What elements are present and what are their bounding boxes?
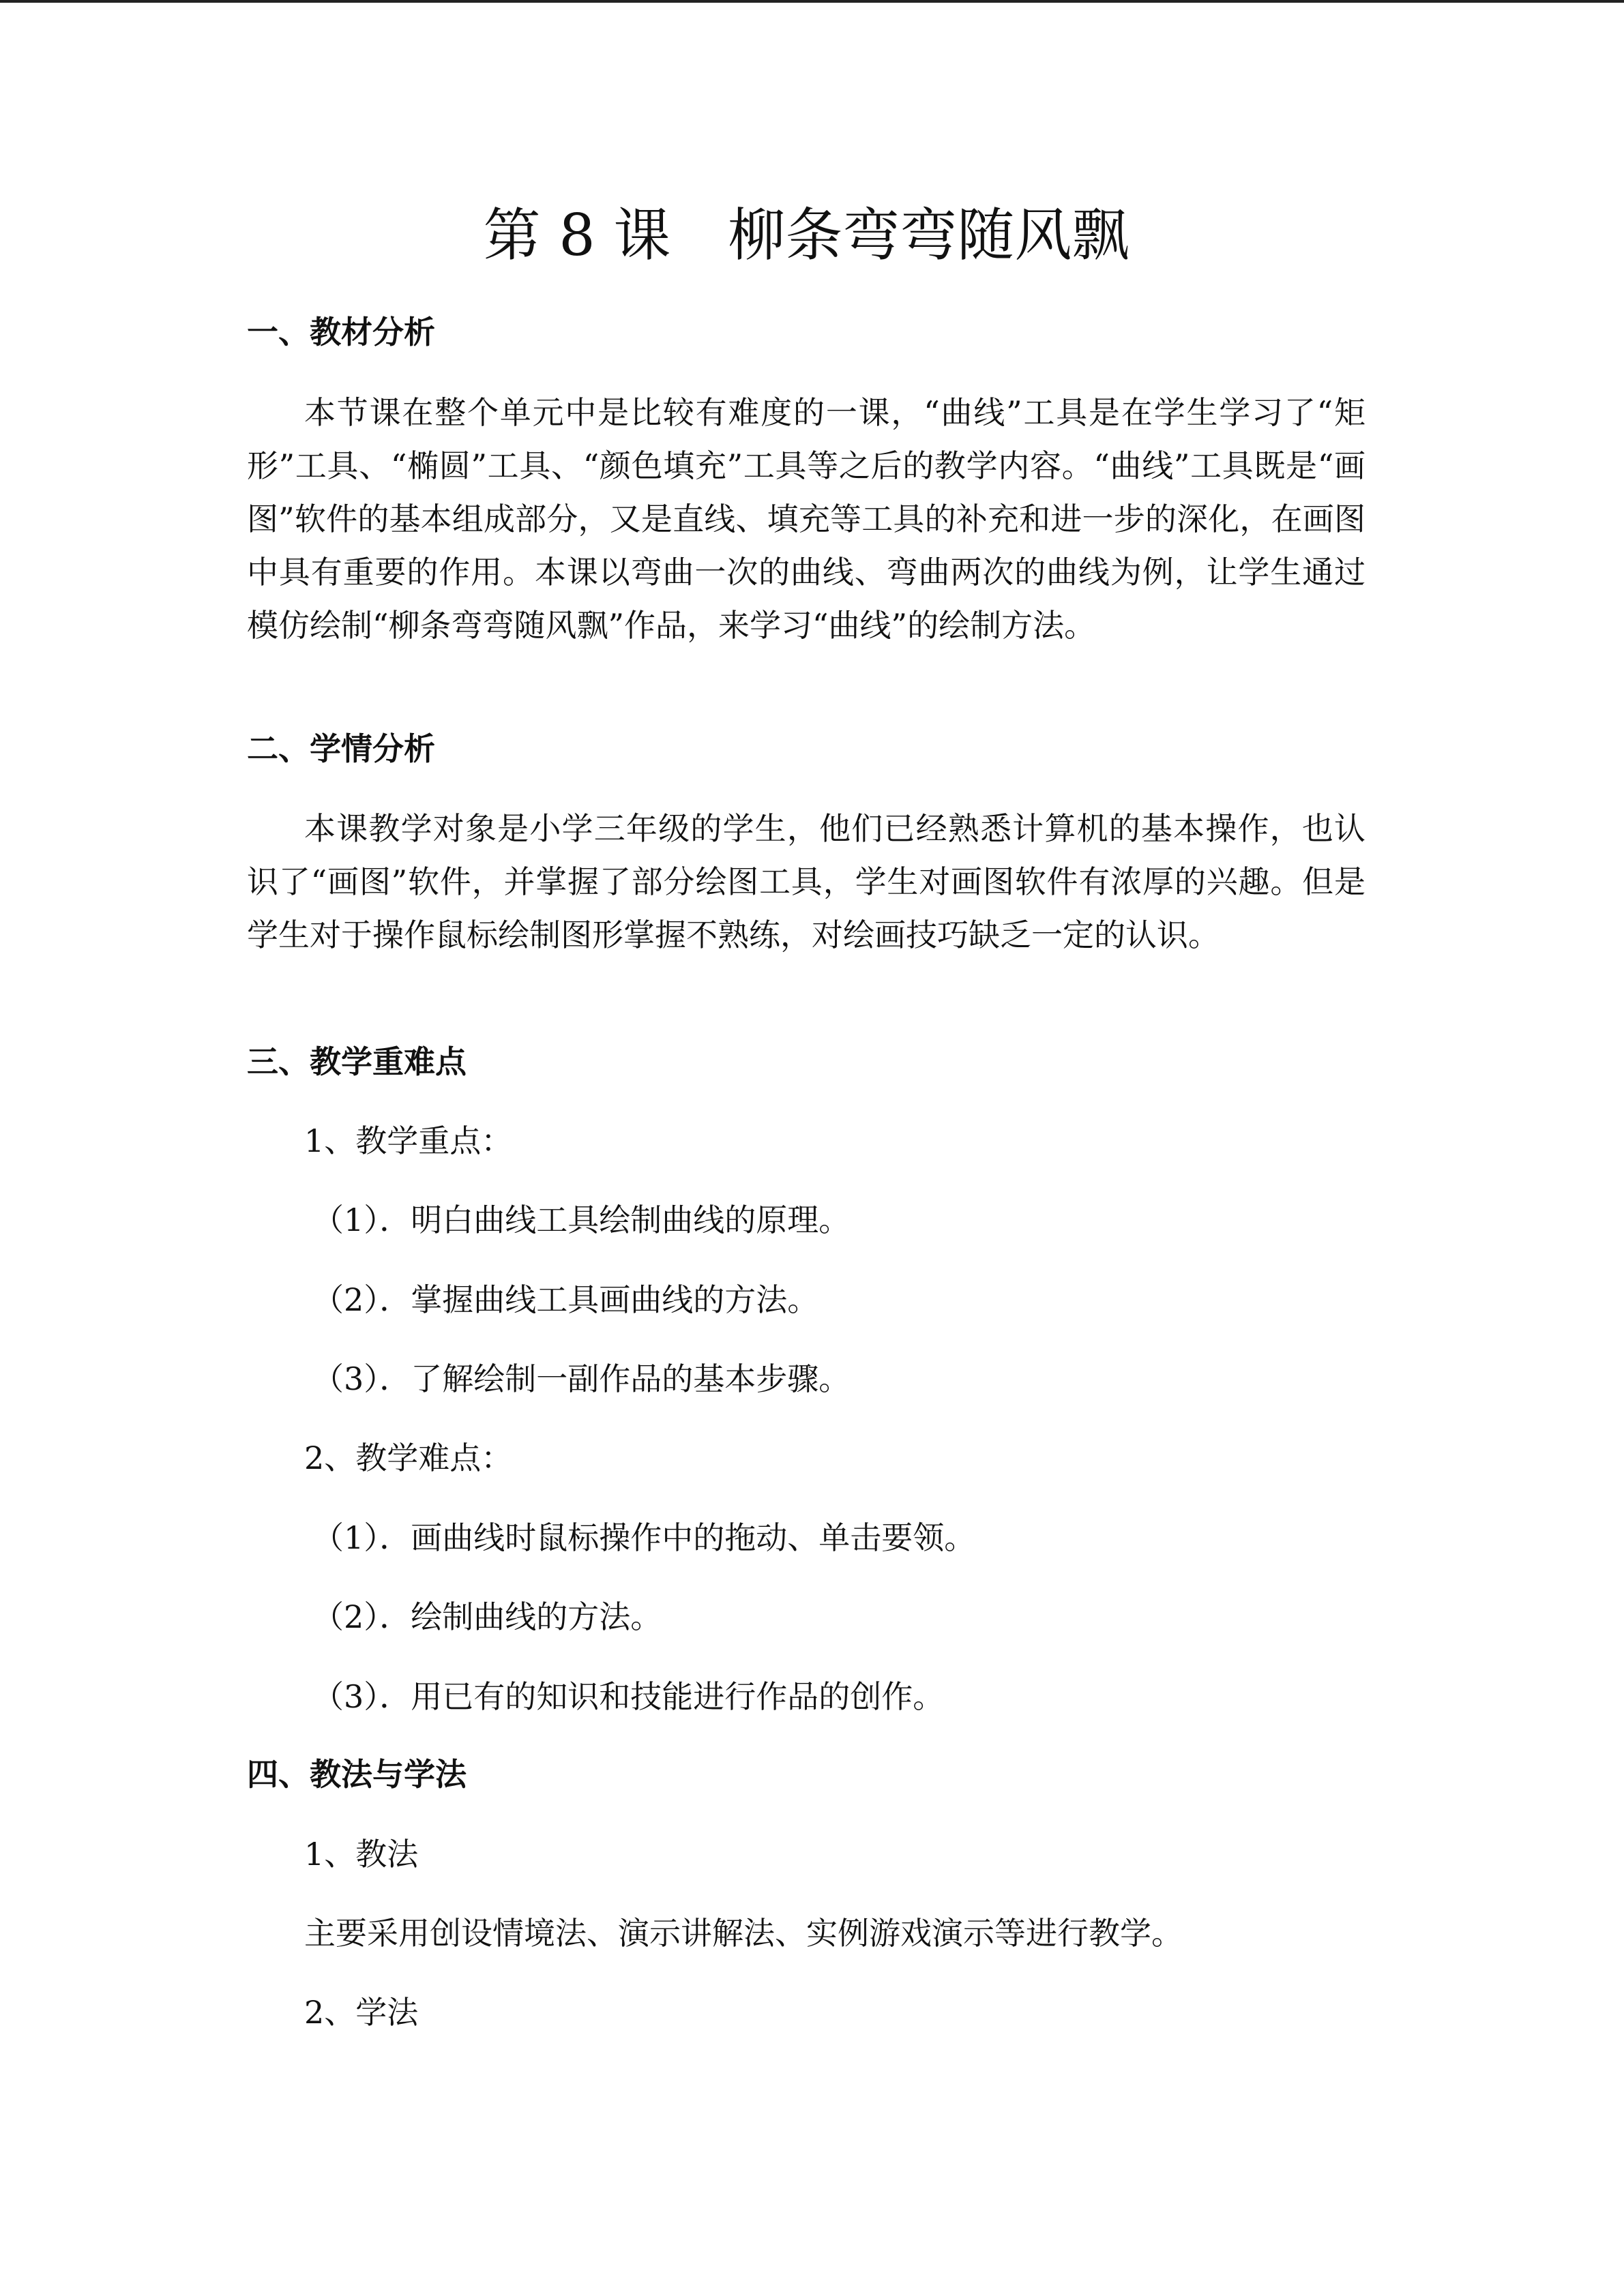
section-heading-key-difficult-points: 三、教学重难点 (247, 1043, 467, 1080)
key-point-item: （2）．掌握曲线工具画曲线的方法。 (312, 1281, 819, 1318)
key-point-item: （1）．明白曲线工具绘制曲线的原理。 (312, 1202, 851, 1238)
difficulty-item: （1）．画曲线时鼠标操作中的拖动、单击要领。 (312, 1519, 976, 1556)
page-top-border (0, 0, 1624, 3)
learning-method-label: 2、学法 (304, 1994, 419, 2031)
teaching-method-label: 1、教法 (304, 1836, 419, 1873)
section-heading-textbook-analysis: 一、教材分析 (247, 314, 435, 351)
teaching-method-text: 主要采用创设情境法、演示讲解法、实例游戏演示等进行教学。 (304, 1915, 1183, 1952)
section-heading-methods: 四、教法与学法 (247, 1756, 467, 1793)
key-points-label: 1、教学重点： (304, 1122, 513, 1159)
difficulty-item: （2）．绘制曲线的方法。 (312, 1598, 662, 1635)
section-heading-student-analysis: 二、学情分析 (247, 730, 435, 767)
difficulty-item: （3）．用已有的知识和技能进行作品的创作。 (312, 1678, 945, 1715)
section-paragraph-student-analysis: 本课教学对象是小学三年级的学生，他们已经熟悉计算机的基本操作，也认识了“画图”软件，并掌握了部分绘图工具，学生对画图软件有浓厚的兴趣。但是学生对于操作鼠标绘制图形掌握不熟练，对绘画技巧缺乏一定的认识。 (247, 810, 1365, 953)
document-title: 第 8 课 柳条弯弯随风飘 (483, 202, 1130, 269)
key-point-item: （3）．了解绘制一副作品的基本步骤。 (312, 1360, 851, 1397)
section-paragraph-textbook-analysis: 本节课在整个单元中是比较有难度的一课，“曲线”工具是在学生学习了“矩形”工具、“椭圆”工具、“颜色填充”工具等之后的教学内容。“曲线”工具既是“画图”软件的基本组成部分，又是直线、填充等工具的补充和进一步的深化，在画图中具有重要的作用。本课以弯曲一次的曲线、弯曲两次的曲线为例，让学生通过模仿绘制“柳条弯弯随风飘”作品，来学习“曲线”的绘制方法。 (247, 394, 1365, 644)
difficulties-label: 2、教学难点： (304, 1440, 513, 1476)
